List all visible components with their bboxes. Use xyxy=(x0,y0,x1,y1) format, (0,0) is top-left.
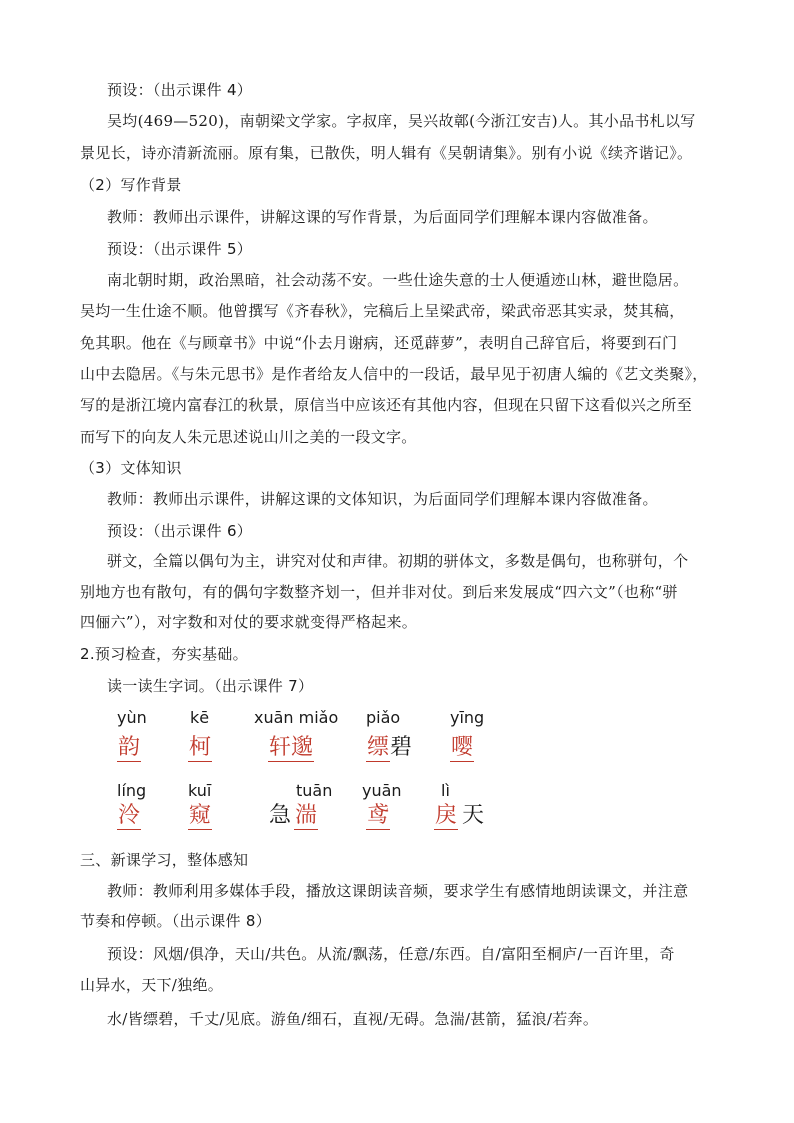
vocab-char: 鸢 xyxy=(367,803,390,828)
rhythm-line: 水/皆缥碧，千丈/见底。游鱼/细石，直视/无碍。急湍/甚箭，猛浪/若奔。 xyxy=(107,1010,599,1028)
author-bio-line: 吴均(469—520)，南朝梁文学家。字叔庠，吴兴故鄣(今浙江安吉)人。其小品书札以写 xyxy=(107,112,696,130)
background-line: 免其职。他在《与顾章书》中说“仆去月谢病，还觅薜萝”，表明自己辞官后，将要到石门 xyxy=(80,334,678,352)
preset-line: 预设：（出示课件 4） xyxy=(107,81,253,99)
instruction-line: 读一读生字词。（出示课件 7） xyxy=(107,677,314,695)
pinyin: piǎo xyxy=(366,708,401,727)
background-line: 南北朝时期，政治黑暗，社会动荡不安。一些仕途失意的士人便遁迹山林，避世隐居。 xyxy=(107,271,689,289)
vocab-char: 嘤 xyxy=(451,735,474,760)
vocab-context-char: 天 xyxy=(462,803,485,828)
background-line: 而写下的向友人朱元思述说山川之美的一段文字。 xyxy=(80,428,417,446)
vocab-row-1 xyxy=(117,734,141,762)
vocab-char: 泠 xyxy=(118,803,141,828)
rhythm-line: 山异水，天下/独绝。 xyxy=(80,976,224,994)
background-line: 山中去隐居。《与朱元思书》是作者给友人信中的一段话，最早见于初唐人编的《艺文类聚》， xyxy=(80,365,708,383)
pinyin: kē xyxy=(190,708,210,727)
teacher-line: 教师：教师出示课件，讲解这课的文体知识，为后面同学们理解本课内容做准备。 xyxy=(107,490,658,508)
vocab-row-1 xyxy=(366,734,412,762)
background-line: 吴均一生仕途不顺。他曾撰写《齐春秋》，完稿后上呈梁武帝，梁武帝恶其实录，焚其稿， xyxy=(80,302,685,320)
vocab-row-1 xyxy=(450,734,474,762)
vocab-row-2 xyxy=(269,802,318,830)
section-title: 三、新课学习，整体感知 xyxy=(80,851,249,869)
preset-line: 预设：（出示课件 5） xyxy=(107,240,253,258)
vocab-context-char: 急 xyxy=(269,803,292,828)
vocab-char: 柯 xyxy=(189,735,212,760)
vocab-row-1 xyxy=(188,734,212,762)
pinyin: xuān miǎo xyxy=(254,708,339,727)
vocab-row-1 xyxy=(268,734,314,762)
vocab-char: 韵 xyxy=(118,735,141,760)
vocab-row-2 xyxy=(188,802,212,830)
section-heading: （3）文体知识 xyxy=(80,459,182,477)
pinyin: tuān xyxy=(296,781,333,800)
vocab-char: 窥 xyxy=(189,803,212,828)
vocab-row-2 xyxy=(366,802,390,830)
pinyin: yùn xyxy=(117,708,147,727)
genre-line: 别地方也有散句，有的偶句字数整齐划一，但并非对仗。到后来发展成“四六文”（也称“骈 xyxy=(80,583,678,601)
teacher-line: 节奏和停顿。（出示课件 8） xyxy=(80,912,272,930)
rhythm-line: 预设：风烟/俱净，天山/共色。从流/飘荡，任意/东西。自/富阳至桐庐/一百许里，奇 xyxy=(107,945,675,963)
genre-line: 四俪六”），对字数和对仗的要求就变得严格起来。 xyxy=(80,613,418,631)
step-heading: 2.预习检查，夯实基础。 xyxy=(80,645,248,663)
vocab-word: 轩邈 xyxy=(269,735,314,760)
vocab-row-2 xyxy=(434,802,484,830)
pinyin: yīng xyxy=(450,708,485,727)
vocab-context-char: 碧 xyxy=(390,735,413,760)
preset-line: 预设：（出示课件 6） xyxy=(107,522,253,540)
pinyin: lì xyxy=(441,781,450,800)
teacher-line: 教师：教师利用多媒体手段，播放这课朗读音频，要求学生有感情地朗读课文，并注意 xyxy=(107,882,689,900)
teacher-line: 教师：教师出示课件，讲解这课的写作背景，为后面同学们理解本课内容做准备。 xyxy=(107,208,658,226)
vocab-row-2 xyxy=(117,802,141,830)
vocab-char: 缥 xyxy=(367,735,390,760)
author-bio-line: 景见长，诗亦清新流丽。原有集，已散佚，明人辑有《吴朝请集》。别有小说《续齐谐记》。 xyxy=(80,144,693,162)
background-line: 写的是浙江境内富春江的秋景，原信当中应该还有其他内容，但现在只留下这看似兴之所至 xyxy=(80,396,693,414)
pinyin: kuī xyxy=(188,781,212,800)
genre-line: 骈文，全篇以偶句为主，讲究对仗和声律。初期的骈体文，多数是偶句，也称骈句，个 xyxy=(107,552,689,570)
vocab-char: 湍 xyxy=(295,803,318,828)
section-heading: （2）写作背景 xyxy=(80,176,182,194)
pinyin: líng xyxy=(117,781,147,800)
vocab-char: 戾 xyxy=(435,803,458,828)
pinyin: yuān xyxy=(362,781,402,800)
